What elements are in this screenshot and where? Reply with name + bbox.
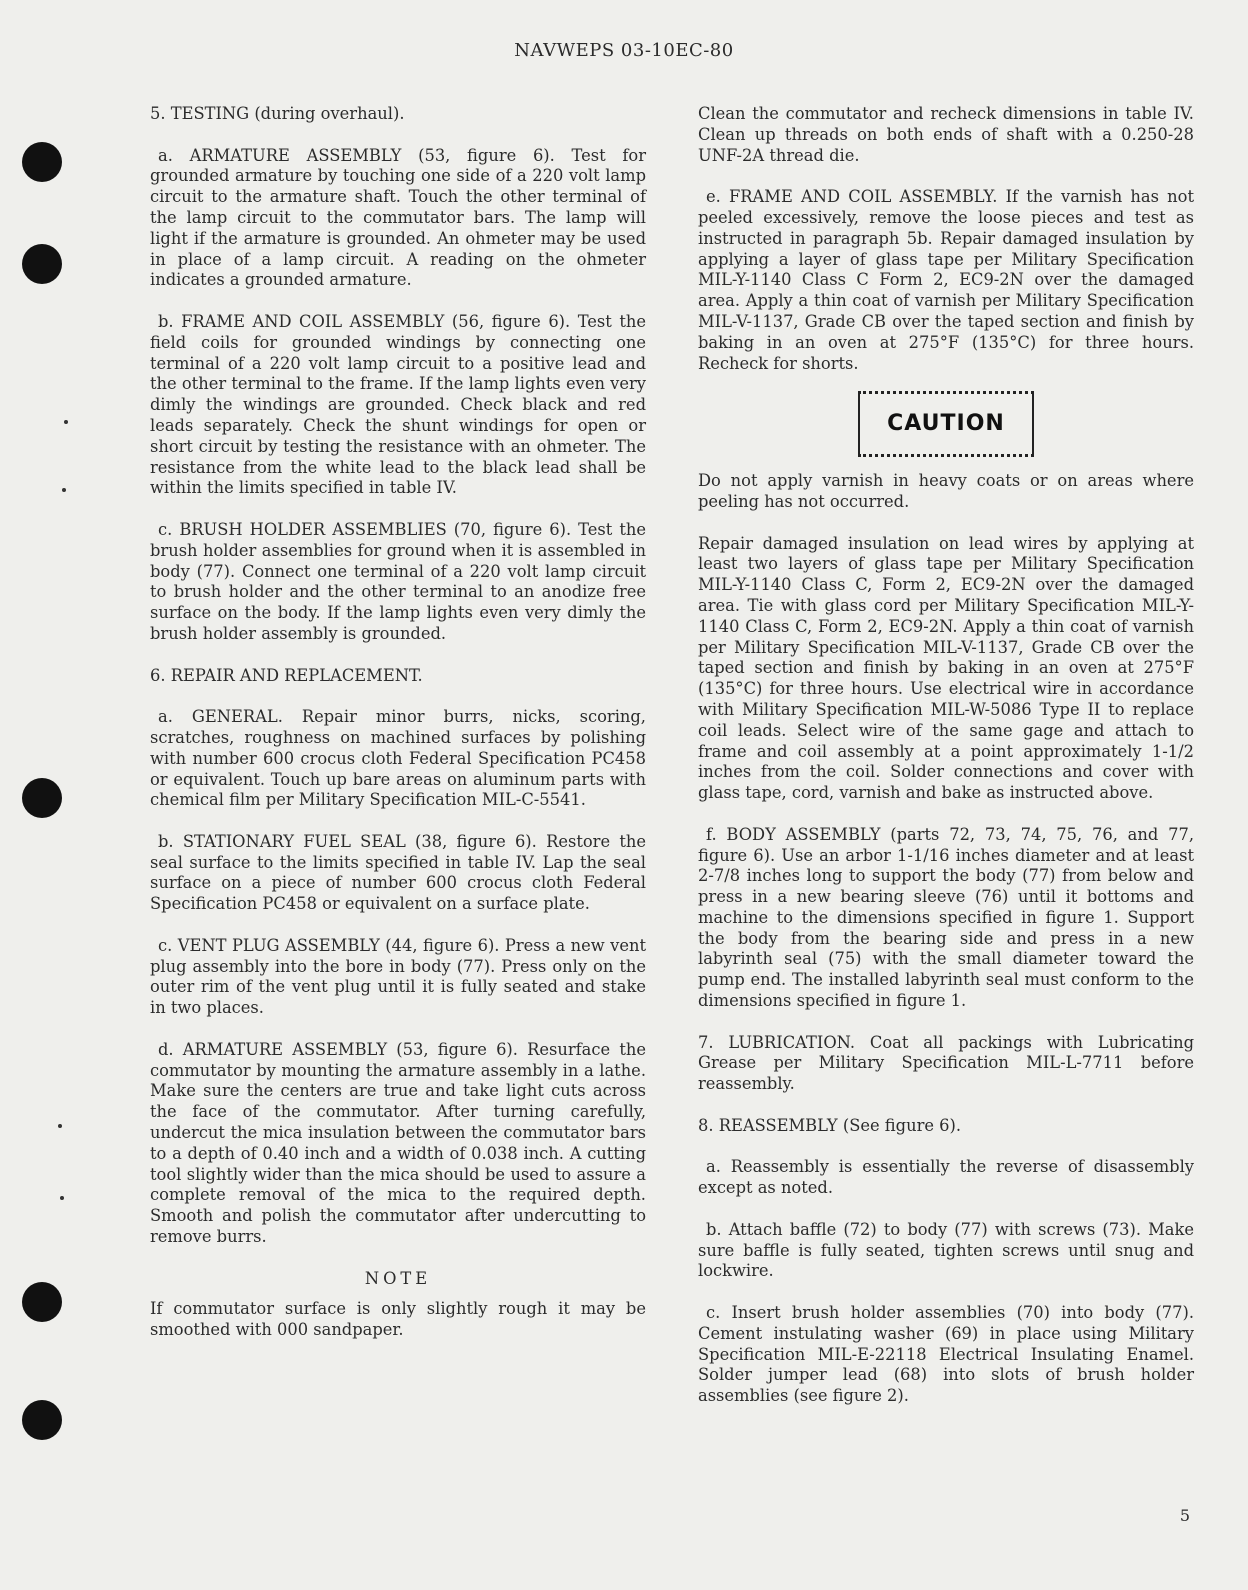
paragraph-6d-continued: Clean the commutator and recheck dimensions in table IV. Clean up threads on both ends of shaft with a 0.250-28 UNF-2A thread die. [698, 104, 1194, 165]
caution-text: Do not apply varnish in heavy coats or on areas where peeling has not occurred. [698, 471, 1194, 511]
binder-hole [22, 244, 62, 284]
paragraph-8b: b. Attach baffle (72) to body (77) with screws (73). Make sure baffle is fully seated, tighten screws until snug and lockwire. [698, 1219, 1194, 1281]
speck-mark [60, 1196, 64, 1200]
paragraph-8c: c. Insert brush holder assemblies (70) into body (77). Cement instulating washer (69) in place using Military Specification MIL-E-22118 Electrical Insulating Enamel. Solder jumper lead (68) into slots of brush holder assemblies (see figure 2). [698, 1303, 1194, 1406]
paragraph-5a: a. ARMATURE ASSEMBLY (53, figure 6). Test for grounded armature by touching one side of a 220 volt lamp circuit to the armature shaft. Touch the other terminal of the lamp circuit to the commutator bars. The lamp will light if the armature is grounded. An ohmeter may be used in place of a lamp circuit. A reading on the ohmeter indicates a grounded armature. [150, 145, 646, 290]
paragraph-6d: d. ARMATURE ASSEMBLY (53, figure 6). Resurface the commutator by mounting the armature assembly in a lathe. Make sure the centers are true and take light cuts across the face of the commutator. After turning carefully, undercut the mica insulation between the commutator bars to a depth of 0.40 inch and a width of 0.038 inch. A cutting tool slightly wider than the mica should be used to assure a complete removal of the mica to the required depth. Smooth and polish the commutator after undercutting to remove burrs. [150, 1039, 646, 1247]
paragraph-8a: a. Reassembly is essentially the reverse of disassembly except as noted. [698, 1157, 1194, 1198]
binder-hole [22, 1400, 62, 1440]
paragraph-6a: a. GENERAL. Repair minor burrs, nicks, scoring, scratches, roughness on machined surfaces by polishing with number 600 crocus cloth Federal Specification PC458 or equivalent. Touch up bare areas on aluminum parts with chemical film per Military Specification MIL-C-5541. [150, 707, 646, 810]
binder-hole [22, 1282, 62, 1322]
paragraph-6e: e. FRAME AND COIL ASSEMBLY. If the varnish has not peeled excessively, remove the loose pieces and test as instructed in paragraph 5b. Repair damaged insulation by applying a layer of glass tape per Military Specification MIL-Y-1140 Class C Form 2, EC9-2N over the damaged area. Apply a thin coat of varnish per Military Specification MIL-V-1137, Grade CB over the taped section and finish by baking in an oven at 275°F (135°C) for three hours. Recheck for shorts. [698, 187, 1194, 373]
right-column [698, 104, 1194, 1428]
paragraph-5c: c. BRUSH HOLDER ASSEMBLIES (70, figure 6). Test the brush holder assemblies for ground when it is assembled in body (77). Connect one terminal of a 220 volt lamp circuit to brush holder and the other terminal to an anodize free surface on the body. If the lamp lights even very dimly the brush holder assembly is grounded. [150, 519, 646, 643]
speck-mark [62, 488, 66, 492]
left-column [150, 104, 646, 1362]
note-title: NOTE [364, 1268, 432, 1288]
section-5-heading: 5. TESTING (during overhaul). [150, 104, 405, 123]
paragraph-6e-continued: Repair damaged insulation on lead wires by applying at least two layers of glass tape per Military Specification MIL-Y-1140 Class C, Form 2, EC9-2N over the damaged area. Tie with glass cord per Military Specification MIL-Y-1140 Class C, Form 2, EC9-2N. Apply a thin coat of varnish per Military Specification MIL-V-1137, Grade CB over the taped section and finish by baking in an oven at 275°F (135°C) for three hours. Use electrical wire in accordance with Military Specification MIL-W-5086 Type II to replace coil leads. Select wire of the same gage and attach to frame and coil assembly at a point approximately 1-1/2 inches from the coil. Solder connections and cover with glass tape, cord, varnish and bake as instructed above. [698, 533, 1194, 803]
caution-label: CAUTION [858, 391, 1034, 457]
paragraph-6c: c. VENT PLUG ASSEMBLY (44, figure 6). Press a new vent plug assembly into the bore in body (77). Press only on the outer rim of the vent plug until it is fully seated and stake in two places. [150, 935, 646, 1018]
section-6-heading: 6. REPAIR AND REPLACEMENT. [150, 665, 423, 685]
paragraph-7: 7. LUBRICATION. Coat all packings with Lubricating Grease per Military Specification MIL-L-7711 before reassembly. [698, 1032, 1194, 1094]
caution-block [698, 391, 1194, 457]
paragraph-6f: f. BODY ASSEMBLY (parts 72, 73, 74, 75, 76, and 77, figure 6). Use an arbor 1-1/16 inches diameter and at least 2-7/8 inches long to support the body (77) from below and press in a new bearing sleeve (76) until it bottoms and machine to the dimensions specified in figure 1. Support the body from the bearing side and press in a new labyrinth seal (75) with the small diameter toward the pump end. The installed labyrinth seal must conform to the dimensions specified in figure 1. [698, 824, 1194, 1011]
binder-hole [22, 778, 62, 818]
document-number: NAVWEPS 03-10EC-80 [514, 40, 734, 61]
speck-mark [58, 1124, 62, 1128]
speck-mark [64, 420, 68, 424]
section-8-heading: 8. REASSEMBLY (See figure 6). [698, 1115, 962, 1135]
paragraph-6b: b. STATIONARY FUEL SEAL (38, figure 6). Restore the seal surface to the limits specified in table IV. Lap the seal surface on a piece of number 600 crocus cloth Federal Specification PC458 or equivalent on a surface plate. [150, 831, 646, 914]
page-number: 5 [1179, 1506, 1190, 1525]
paragraph-5b: b. FRAME AND COIL ASSEMBLY (56, figure 6). Test the field coils for grounded windings by connecting one terminal of a 220 volt lamp circuit to a positive lead and the other terminal to the frame. If the lamp lights even very dimly the windings are grounded. Check black and red leads separately. Check the shunt windings for open or short circuit by testing the resistance with an ohmeter. The resistance from the white lead to the black lead shall be within the limits specified in table IV. [150, 311, 646, 498]
note-text: If commutator surface is only slightly rough it may be smoothed with 000 sandpaper. [150, 1299, 646, 1340]
binder-hole [22, 142, 62, 182]
